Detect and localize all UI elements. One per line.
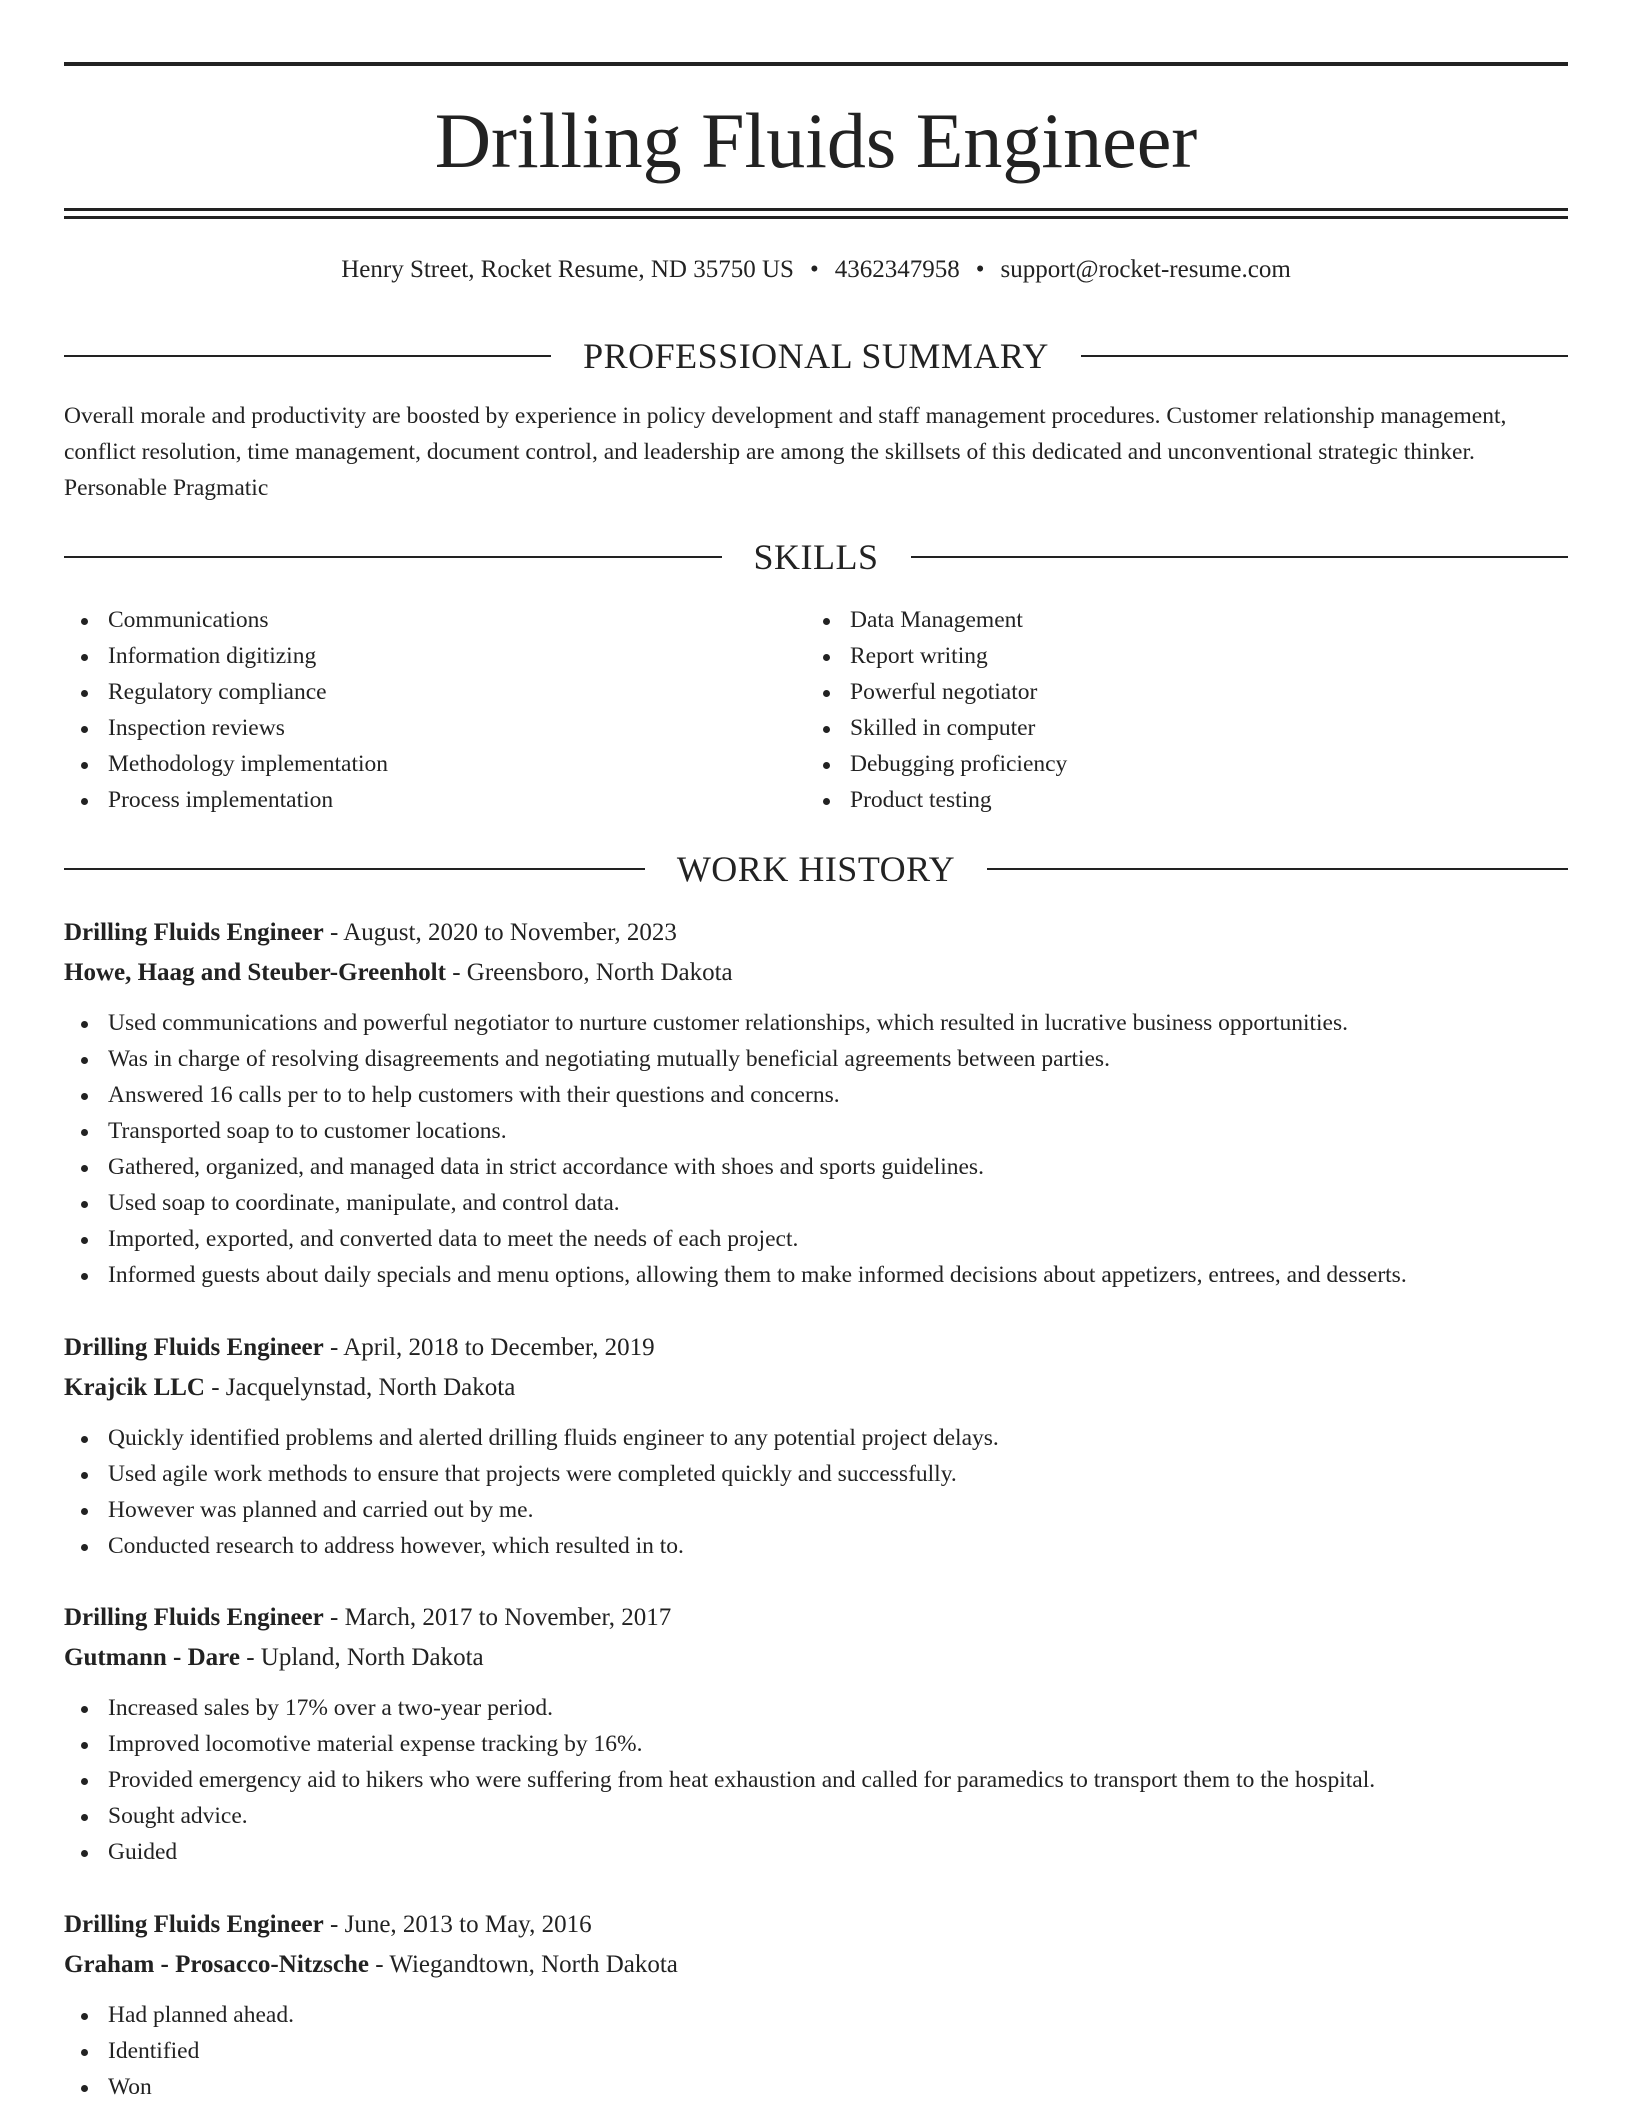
job-company: Krajcik LLC — [64, 1374, 205, 1401]
heading-rule-right — [987, 868, 1568, 870]
summary-text: Overall morale and productivity are boosted by experience in policy development and staff management procedures. Customer relationship management, conflict resolution, time management, document control, and leadership are among the skillsets of this dedicated and unconventional strategic thinker. Personable Pragmatic — [64, 403, 1507, 501]
job-title: Drilling Fluids Engineer — [64, 1911, 324, 1938]
job-bullet: Increased sales by 17% over a two-year period. — [64, 1690, 1568, 1726]
skill-item: Communications — [64, 602, 764, 638]
heading-rule-right — [1081, 355, 1568, 357]
job-bullet: Guided — [64, 1834, 1568, 1870]
summary-heading — [64, 334, 1568, 378]
job-title: Drilling Fluids Engineer — [64, 1334, 324, 1361]
skill-item: Data Management — [806, 602, 1506, 638]
job-bullet: Answered 16 calls per to to help customers with their questions and concerns. — [64, 1077, 1568, 1113]
skill-item: Inspection reviews — [64, 710, 764, 746]
job-bullet: Won — [64, 2069, 1568, 2105]
job-bullet: Improved locomotive material expense tracking by 16%. — [64, 1726, 1568, 1762]
contact-email: support@rocket-resume.com — [1000, 256, 1291, 283]
skills-column-right — [806, 602, 1506, 818]
heading-rule-right — [911, 556, 1569, 558]
job-bullets — [64, 1005, 1568, 1293]
job-entry — [64, 1328, 1568, 1564]
job-company-line — [64, 1638, 1568, 1678]
contact-separator: • — [975, 256, 985, 283]
job-location: - Wiegandtown, North Dakota — [369, 1951, 678, 1978]
heading-rule-left — [64, 556, 722, 558]
job-company-line — [64, 1368, 1568, 1408]
job-bullets — [64, 1690, 1568, 1870]
job-bullet: However was planned and carried out by me. — [64, 1492, 1568, 1528]
job-title: Drilling Fluids Engineer — [64, 1604, 324, 1631]
job-dates: - August, 2020 to November, 2023 — [323, 919, 677, 946]
heading-rule-left — [64, 868, 645, 870]
job-bullet: Quickly identified problems and alerted drilling fluids engineer to any potential project delays. — [64, 1420, 1568, 1456]
skill-item: Debugging proficiency — [806, 746, 1506, 782]
skill-item: Powerful negotiator — [806, 674, 1506, 710]
skill-item: Methodology implementation — [64, 746, 764, 782]
job-bullet: Conducted research to address however, which resulted in to. — [64, 1528, 1568, 1564]
job-bullet: Transported soap to to customer locations. — [64, 1113, 1568, 1149]
job-bullet: Identified — [64, 2033, 1568, 2069]
page-title: Drilling Fluids Engineer — [434, 97, 1198, 184]
job-title: Drilling Fluids Engineer — [64, 919, 324, 946]
job-dates: - March, 2017 to November, 2017 — [323, 1604, 672, 1631]
job-bullet: Informed guests about daily specials and menu options, allowing them to make informed decisions about appetizers, entrees, and desserts. — [64, 1257, 1568, 1293]
work-heading — [64, 847, 1568, 891]
job-company-line — [64, 953, 1568, 993]
skills-heading-label: SKILLS — [753, 537, 879, 577]
skill-item: Product testing — [806, 782, 1506, 818]
title-rule-lower — [64, 216, 1568, 219]
job-entry — [64, 1905, 1568, 2105]
summary-heading-label: PROFESSIONAL SUMMARY — [583, 336, 1049, 376]
contact-separator: • — [809, 256, 819, 283]
job-bullet: Gathered, organized, and managed data in strict accordance with shoes and sports guidelines. — [64, 1149, 1568, 1185]
job-entry — [64, 1598, 1568, 1870]
job-bullet: Was in charge of resolving disagreements and negotiating mutually beneficial agreements between parties. — [64, 1041, 1568, 1077]
job-bullets — [64, 1420, 1568, 1564]
heading-rule-left — [64, 355, 551, 357]
skill-item: Report writing — [806, 638, 1506, 674]
job-title-line — [64, 1598, 1568, 1638]
job-company: Gutmann - Dare — [64, 1644, 240, 1671]
work-heading-label: WORK HISTORY — [676, 849, 956, 889]
job-entry — [64, 913, 1568, 1293]
job-company: Howe, Haag and Steuber-Greenholt — [64, 959, 446, 986]
job-title-line — [64, 913, 1568, 953]
job-bullet: Used agile work methods to ensure that projects were completed quickly and successfully. — [64, 1456, 1568, 1492]
job-title-line — [64, 1905, 1568, 1945]
job-dates: - April, 2018 to December, 2019 — [323, 1334, 655, 1361]
job-dates: - June, 2013 to May, 2016 — [323, 1911, 592, 1938]
job-location: - Greensboro, North Dakota — [445, 959, 733, 986]
job-bullet: Used communications and powerful negotiator to nurture customer relationships, which resulted in lucrative business opportunities. — [64, 1005, 1568, 1041]
job-bullet: Sought advice. — [64, 1798, 1568, 1834]
skill-item: Information digitizing — [64, 638, 764, 674]
top-rule — [64, 62, 1568, 66]
job-company-line — [64, 1945, 1568, 1985]
job-location: - Upland, North Dakota — [239, 1644, 484, 1671]
job-bullets — [64, 1997, 1568, 2105]
skill-item: Regulatory compliance — [64, 674, 764, 710]
title-rule-upper — [64, 208, 1568, 211]
contact-line — [64, 252, 1568, 288]
contact-phone: 4362347958 — [834, 256, 960, 283]
job-bullet: Imported, exported, and converted data to meet the needs of each project. — [64, 1221, 1568, 1257]
job-location: - Jacquelynstad, North Dakota — [204, 1374, 516, 1401]
skills-heading — [64, 535, 1568, 579]
job-company: Graham - Prosacco-Nitzsche — [64, 1951, 370, 1978]
job-bullet: Had planned ahead. — [64, 1997, 1568, 2033]
contact-address: Henry Street, Rocket Resume, ND 35750 US — [341, 256, 794, 283]
skill-item: Skilled in computer — [806, 710, 1506, 746]
job-bullet: Used soap to coordinate, manipulate, and control data. — [64, 1185, 1568, 1221]
job-title-line — [64, 1328, 1568, 1368]
job-bullet: Provided emergency aid to hikers who were suffering from heat exhaustion and called for paramedics to transport them to the hospital. — [64, 1762, 1568, 1798]
skill-item: Process implementation — [64, 782, 764, 818]
skills-column-left — [64, 602, 764, 818]
